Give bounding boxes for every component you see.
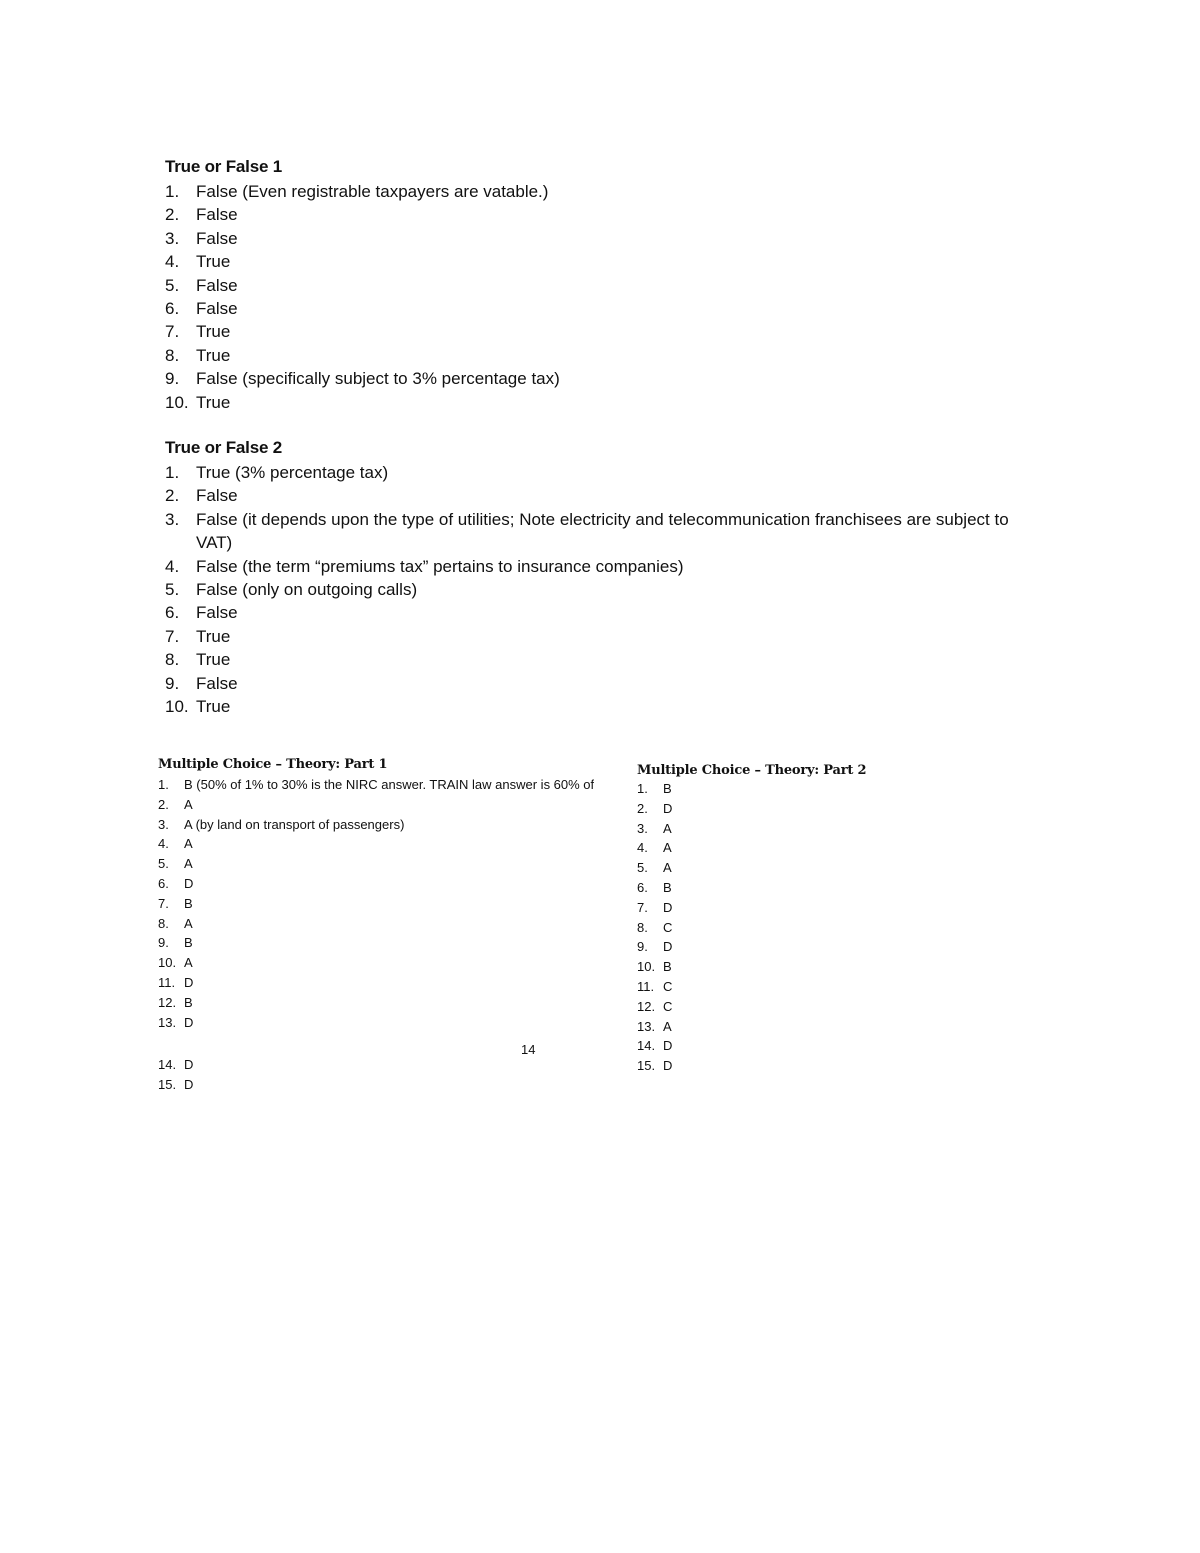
item-number: 7. xyxy=(165,626,180,646)
item-number: 7. xyxy=(637,899,648,915)
list-item xyxy=(158,894,594,914)
item-number: 5. xyxy=(165,580,180,600)
item-text: A xyxy=(184,856,193,872)
item-text: D xyxy=(663,800,673,816)
item-number: 4. xyxy=(165,556,180,576)
item-number: 10. xyxy=(165,392,189,412)
item-text: A xyxy=(663,1018,672,1034)
list-item xyxy=(158,914,594,934)
item-text: True xyxy=(196,322,231,342)
list-item xyxy=(158,775,594,795)
list-item xyxy=(165,391,1035,414)
item-number: 1. xyxy=(637,781,648,796)
item-text: False xyxy=(196,228,238,248)
mc1-list-continued xyxy=(158,1055,193,1095)
item-number: 9. xyxy=(637,939,648,955)
item-number: 10. xyxy=(158,955,177,971)
item-text: D xyxy=(184,875,194,891)
item-text: False xyxy=(196,275,238,295)
item-number: 8. xyxy=(637,919,648,935)
list-item xyxy=(165,672,1035,695)
item-number: 4. xyxy=(165,252,180,272)
list-item xyxy=(637,838,672,858)
list-item xyxy=(165,555,1035,578)
list-item xyxy=(165,274,1035,297)
item-number: 14. xyxy=(158,1057,177,1072)
item-text: D xyxy=(663,899,673,915)
item-number: 7. xyxy=(158,895,169,911)
list-item xyxy=(165,625,1035,648)
item-number: 3. xyxy=(165,228,180,248)
list-item xyxy=(158,795,594,815)
item-number: 14. xyxy=(637,1038,656,1054)
list-item xyxy=(637,898,672,918)
item-text: A (by land on transport of passengers) xyxy=(184,816,405,832)
item-text: False (only on outgoing calls) xyxy=(196,580,418,600)
list-item xyxy=(158,973,594,993)
item-number: 1. xyxy=(165,463,180,482)
list-item xyxy=(637,1036,672,1056)
item-text: True xyxy=(196,252,231,272)
item-text: C xyxy=(663,919,673,935)
item-number: 15. xyxy=(637,1058,656,1074)
list-item xyxy=(637,779,672,799)
item-number: 6. xyxy=(165,603,180,623)
item-text: False (specifically subject to 3% percentage tax) xyxy=(196,369,560,389)
list-item xyxy=(637,1017,672,1037)
item-text: D xyxy=(184,1014,194,1030)
list-item xyxy=(637,858,672,878)
item-number: 9. xyxy=(165,369,180,389)
item-number: 2. xyxy=(158,796,169,812)
item-number: 6. xyxy=(637,879,648,895)
item-number: 6. xyxy=(165,299,180,319)
mc1-title: Multiple Choice – Theory: Part 1 xyxy=(158,757,388,772)
item-text: A xyxy=(184,955,193,971)
item-number: 2. xyxy=(165,486,180,506)
item-text: False (Even registrable taxpayers are vatable.) xyxy=(196,182,549,201)
item-text: A xyxy=(184,836,193,852)
list-item xyxy=(165,461,1035,484)
item-text: False (the term “premiums tax” pertains to insurance companies) xyxy=(196,556,684,576)
item-text: False xyxy=(196,205,238,225)
item-number: 3. xyxy=(165,509,180,529)
item-number: 5. xyxy=(637,860,648,876)
list-item xyxy=(637,878,672,898)
item-text: B (50% of 1% to 30% is the NIRC answer. TRAIN law answer is 60% of xyxy=(184,777,595,792)
item-number: 3. xyxy=(158,816,169,832)
item-number: 1. xyxy=(165,182,180,201)
list-item xyxy=(158,834,594,854)
item-number: 11. xyxy=(158,974,176,990)
list-item xyxy=(637,997,672,1017)
item-number: 7. xyxy=(165,322,180,342)
item-text: False xyxy=(196,673,238,693)
item-text: B xyxy=(663,781,672,796)
mc1-list xyxy=(158,775,594,1032)
item-text: D xyxy=(184,974,194,990)
item-number: 6. xyxy=(158,875,169,891)
item-number: 5. xyxy=(165,275,180,295)
item-number: 2. xyxy=(637,800,648,816)
item-text: A xyxy=(184,796,193,812)
item-text: D xyxy=(184,1076,194,1092)
tf2-title: True or False 2 xyxy=(165,438,282,457)
list-item xyxy=(158,953,594,973)
item-text: D xyxy=(663,1058,673,1074)
item-number: 9. xyxy=(158,935,169,951)
item-number: 10. xyxy=(637,959,656,975)
list-item xyxy=(165,648,1035,671)
item-number: 8. xyxy=(165,650,180,670)
item-text: True xyxy=(196,392,231,412)
list-item xyxy=(637,799,672,819)
item-number: 4. xyxy=(637,840,648,856)
list-item xyxy=(165,601,1035,624)
item-number: 15. xyxy=(158,1076,177,1092)
list-item xyxy=(158,1075,193,1095)
page-number: 14 xyxy=(521,1042,536,1057)
item-number: 1. xyxy=(158,777,169,792)
item-text: False xyxy=(196,299,238,319)
list-item xyxy=(165,344,1035,367)
list-item xyxy=(158,1055,193,1075)
item-text: False xyxy=(196,486,238,506)
item-text: D xyxy=(663,1038,673,1054)
item-text: True xyxy=(196,345,231,365)
item-text: B xyxy=(184,935,193,951)
tf1-list xyxy=(165,180,1035,414)
list-item xyxy=(165,320,1035,343)
item-text: True xyxy=(196,697,231,717)
list-item xyxy=(165,180,1035,203)
item-text: B xyxy=(184,994,193,1010)
item-text: True xyxy=(196,626,231,646)
list-item xyxy=(637,1056,672,1076)
item-text: True (3% percentage tax) xyxy=(196,463,389,482)
item-number: 9. xyxy=(165,673,180,693)
item-number: 8. xyxy=(165,345,180,365)
list-item xyxy=(158,854,594,874)
item-number: 3. xyxy=(637,820,648,836)
tf1-title: True or False 1 xyxy=(165,157,282,176)
item-number: 4. xyxy=(158,836,169,852)
mc2-title: Multiple Choice – Theory: Part 2 xyxy=(637,763,867,778)
list-item xyxy=(637,977,672,997)
item-text: B xyxy=(184,895,193,911)
list-item xyxy=(637,957,672,977)
tf2-list xyxy=(165,461,1035,718)
list-item xyxy=(165,695,1035,718)
item-text: True xyxy=(196,650,231,670)
list-item xyxy=(637,918,672,938)
item-number: 5. xyxy=(158,856,169,872)
item-text: A xyxy=(663,820,672,836)
item-number: 12. xyxy=(637,998,656,1014)
list-item xyxy=(165,227,1035,250)
item-text: False (it depends upon the type of utilities; Note electricity and telecommunication franchisees are subject to VAT) xyxy=(196,509,1009,553)
item-number: 13. xyxy=(158,1014,177,1030)
list-item xyxy=(637,937,672,957)
item-text: A xyxy=(184,915,193,931)
item-number: 10. xyxy=(165,697,189,717)
list-item xyxy=(165,367,1035,390)
item-text: D xyxy=(663,939,673,955)
item-text: D xyxy=(184,1057,194,1072)
mc2-list xyxy=(637,779,672,1076)
list-item xyxy=(165,203,1035,226)
item-number: 12. xyxy=(158,994,177,1010)
item-text: False xyxy=(196,603,238,623)
item-text: A xyxy=(663,840,672,856)
list-item xyxy=(158,874,594,894)
list-item xyxy=(158,933,594,953)
item-number: 11. xyxy=(637,978,655,994)
list-item xyxy=(165,250,1035,273)
list-item xyxy=(637,819,672,839)
item-number: 8. xyxy=(158,915,169,931)
item-text: B xyxy=(663,959,672,975)
list-item xyxy=(165,508,1035,555)
list-item xyxy=(165,297,1035,320)
item-text: A xyxy=(663,860,672,876)
list-item xyxy=(158,993,594,1013)
item-text: C xyxy=(663,998,673,1014)
list-item xyxy=(158,815,594,835)
list-item xyxy=(158,1013,594,1033)
item-number: 13. xyxy=(637,1018,656,1034)
item-text: B xyxy=(663,879,672,895)
item-number: 2. xyxy=(165,205,180,225)
list-item xyxy=(165,484,1035,507)
item-text: C xyxy=(663,978,673,994)
list-item xyxy=(165,578,1035,601)
